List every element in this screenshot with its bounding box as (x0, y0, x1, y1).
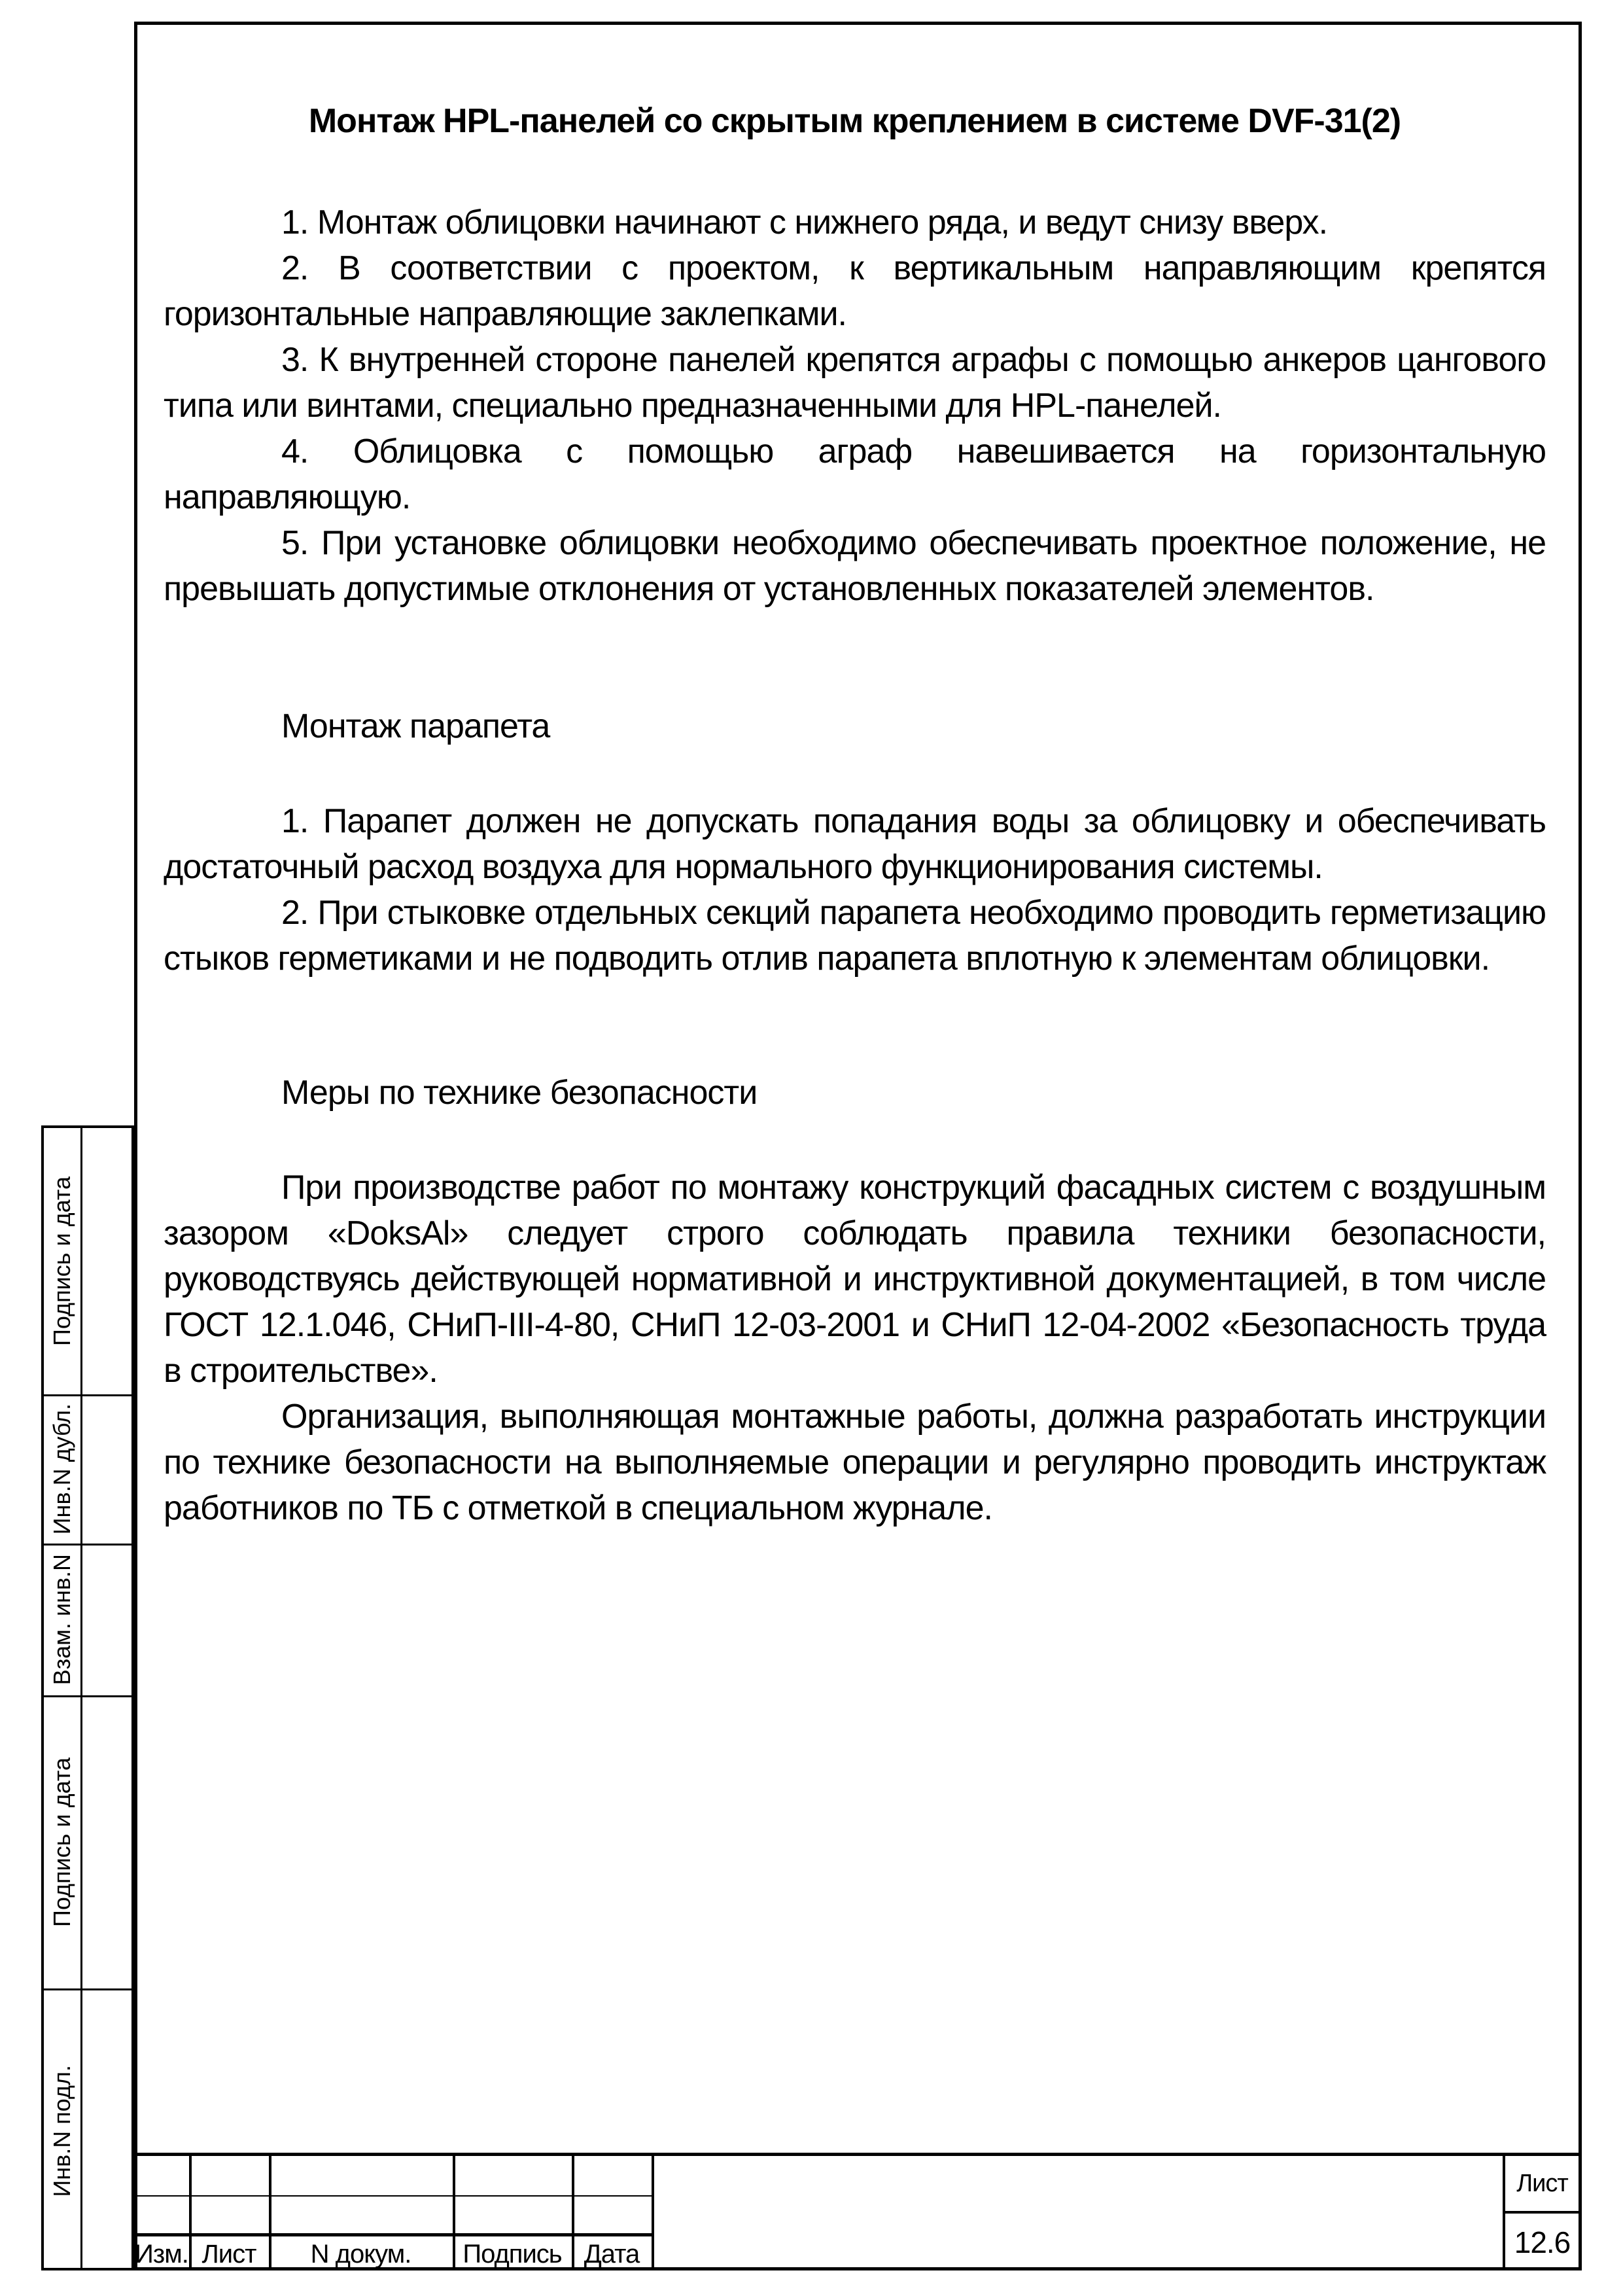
mount-item-5: 5. При установке облицовки необходимо обеспечивать проектное положение, не превышать допустимые отклонения от установленных показателей элементов. (164, 524, 1546, 608)
mount-item-3: 3. К внутренней стороне панелей крепятся аграфы с помощью анкеров цангового типа или винтами, специально предназначенными для HPL-панелей. (164, 341, 1546, 425)
mount-item-1: 1. Монтаж облицовки начинают с нижнего ряда, и ведут снизу вверх. (281, 203, 1328, 241)
stamp-cell-podpis-data-1 (44, 1128, 80, 1394)
stamp-column-divider (80, 1128, 82, 2268)
stamp-cell-podpis-data-2 (44, 1695, 80, 1988)
titleblock-col-izm: Изм. (135, 2239, 188, 2269)
stamp-cell-inv-dubl (44, 1394, 80, 1544)
stamp-label: Подпись и дата (48, 1176, 75, 1346)
stamp-label: Инв.N подл. (48, 2064, 75, 2197)
titleblock-col-ndokum: N докум. (310, 2239, 411, 2269)
sheet-number: 12.6 (1514, 2225, 1571, 2259)
safety-heading: Меры по технике безопасности (281, 1074, 758, 1112)
stamp-cell-inv-podl (44, 1988, 80, 2273)
titleblock-col-data: Дата (584, 2239, 640, 2269)
titleblock-vline (652, 2156, 654, 2270)
stamp-column (41, 1125, 134, 2270)
parapet-item-1: 1. Парапет должен не допускать попадания воды за облицовку и обеспечивать достаточный расход воздуха для нормального функционирования системы. (164, 802, 1546, 886)
stamp-label: Инв.N дубл. (48, 1403, 75, 1535)
sheet-label: Лист (1516, 2169, 1568, 2197)
titleblock-hline-thin (134, 2195, 652, 2197)
mount-item-4: 4. Облицовка с помощью аграф навешивается на горизонтальную направляющую. (164, 433, 1546, 516)
stamp-label: Взам. инв.N (48, 1553, 75, 1686)
parapet-heading: Монтаж парапета (281, 707, 550, 745)
document-title: Монтаж HPL-панелей со скрытым креплением в системе DVF-31(2) (308, 102, 1401, 140)
title-block (134, 2153, 1582, 2270)
titleblock-col-list: Лист (201, 2239, 256, 2269)
mount-item-2: 2. В соответствии с проектом, к вертикальным направляющим крепятся горизонтальные направляющие заклепками. (164, 249, 1546, 333)
titleblock-col-podpis: Подпись (462, 2239, 562, 2269)
stamp-cell-vzam-inv (44, 1544, 80, 1695)
document-body (164, 98, 1546, 1531)
stamp-label: Подпись и дата (48, 1757, 75, 1927)
safety-paragraph-2: Организация, выполняющая монтажные работы, должна разработать инструкции по технике безопасности на выполняемые операции и регулярно проводить инструктаж работников по ТБ с отметкой в специальном журнале. (164, 1398, 1546, 1527)
safety-paragraph-1: При производстве работ по монтажу конструкций фасадных систем с воздушным зазором «DoksAl» следует строго соблюдать правила техники безопасности, руководствуясь действующей нормативной и инструктивной документацией, в том числе ГОСТ 12.1.046, СНиП-III-4-80, СНиП 12-03-2001 и СНиП 12-04-2002 «Безопасность труда в строительстве». (164, 1169, 1546, 1390)
parapet-item-2: 2. При стыковке отдельных секций парапета необходимо проводить герметизацию стыков герметиками и не подводить отлив парапета вплотную к элементам облицовки. (164, 894, 1546, 978)
